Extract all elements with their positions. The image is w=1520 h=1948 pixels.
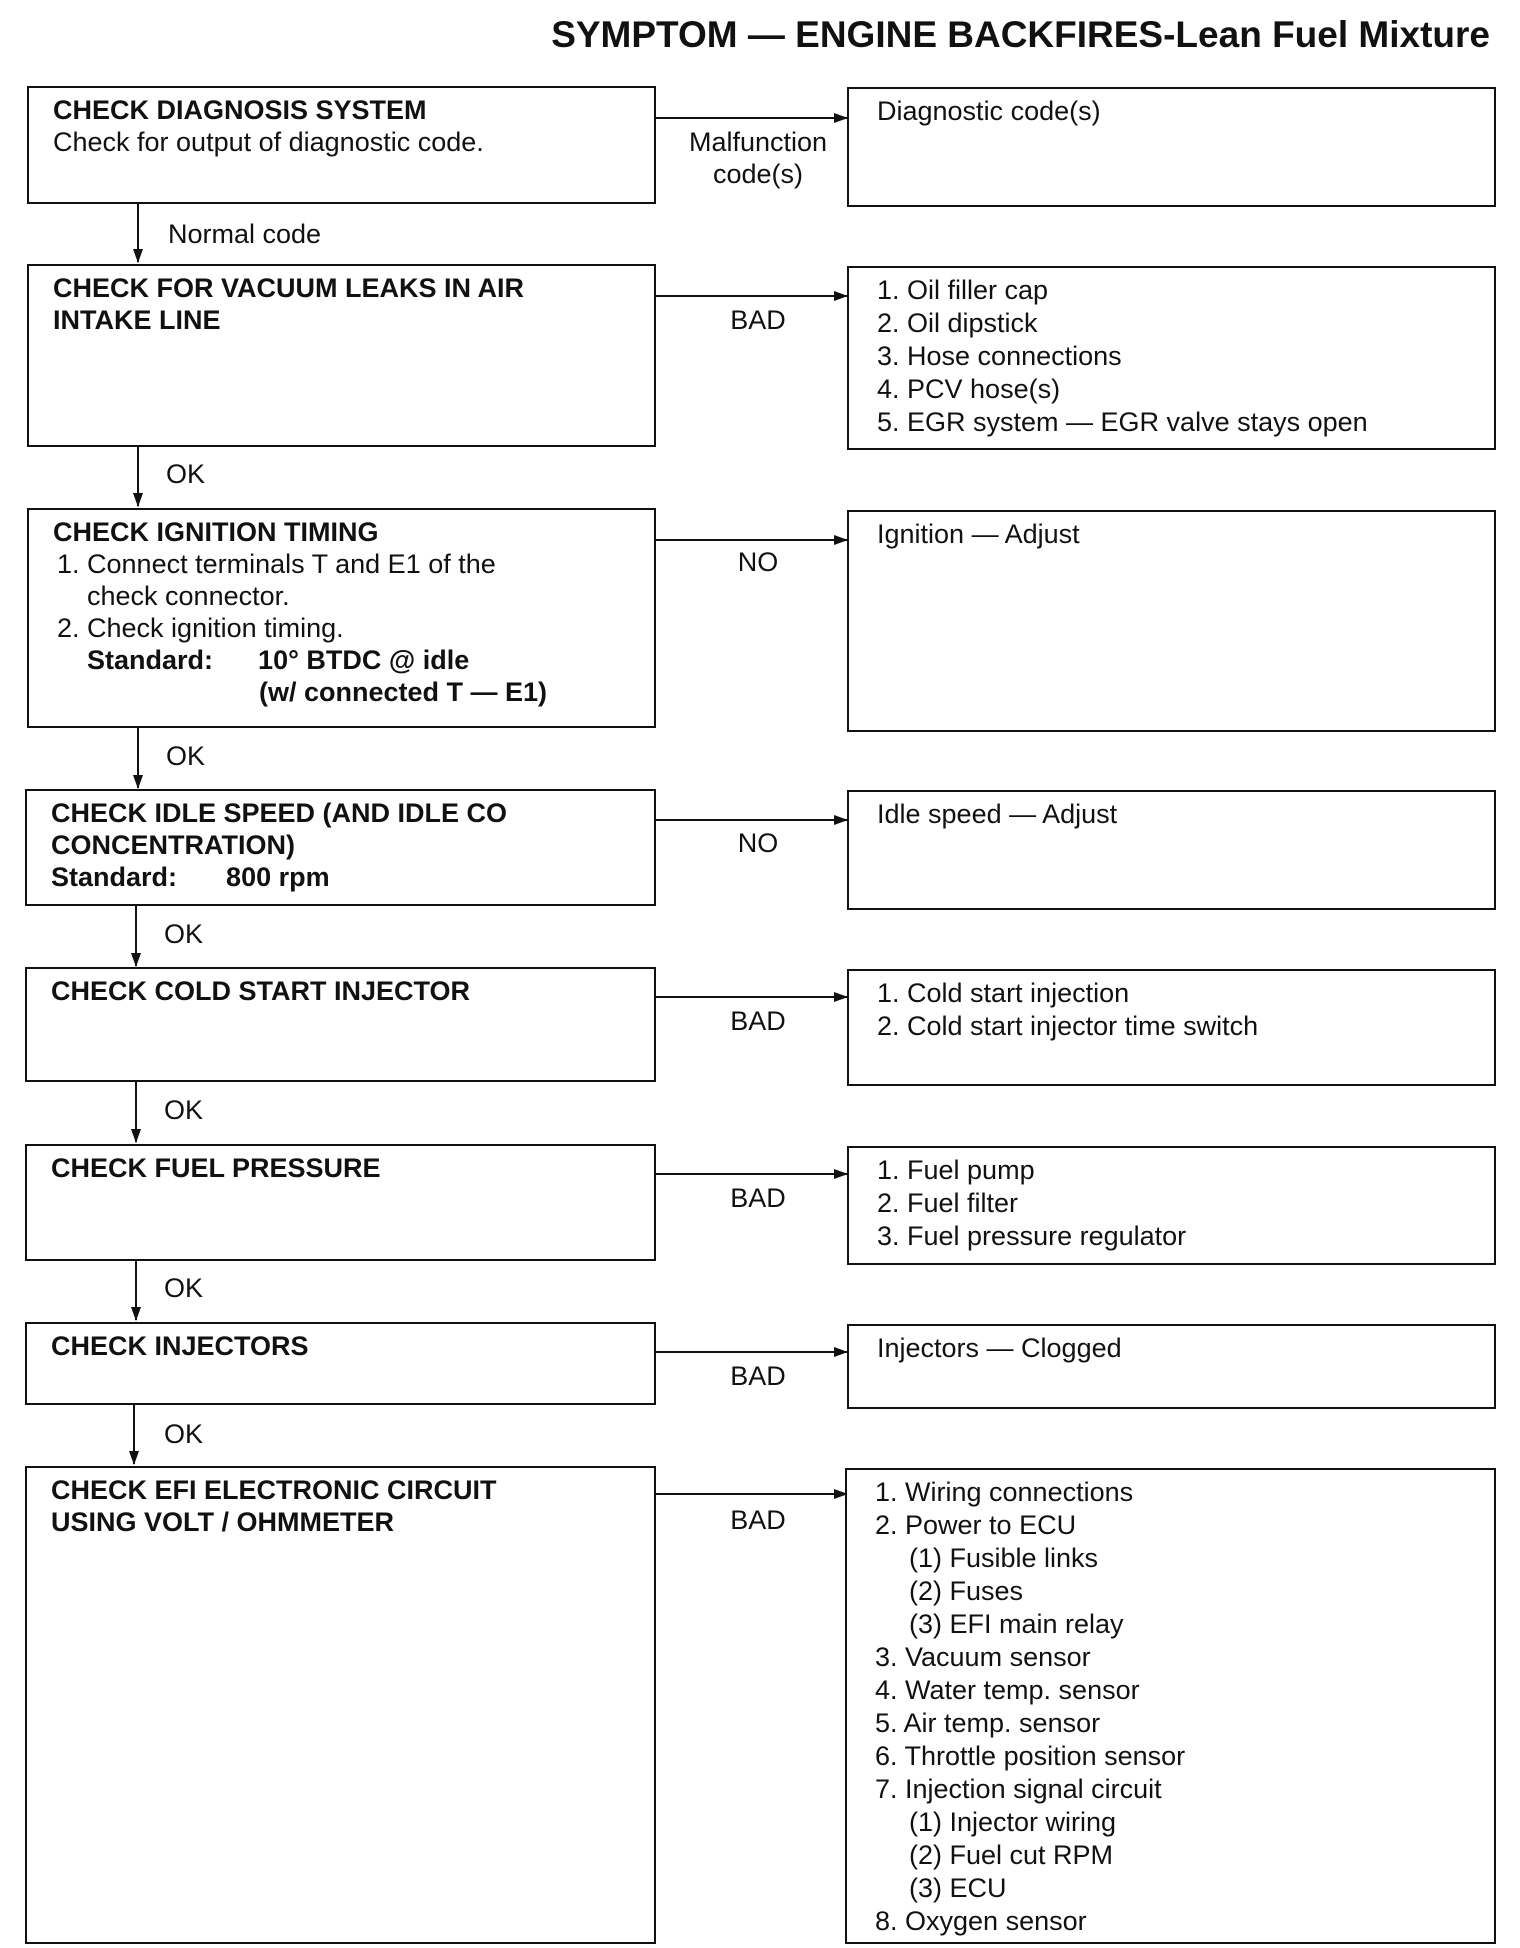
standard-row (51, 861, 654, 893)
branch-label-no: NO (737, 828, 779, 858)
result-box-vacuum-leaks (847, 266, 1496, 450)
result-line: 6. Throttle position sensor (875, 1741, 1186, 1771)
standard-note: (w/ connected T — E1) (259, 677, 548, 707)
result-line: 1. Fuel pump (877, 1155, 1035, 1185)
next-label-ok: OK (166, 741, 206, 771)
result-box-idle-speed (847, 790, 1496, 910)
branch-label-bad: BAD (730, 1505, 786, 1535)
next-label-ok: OK (166, 459, 206, 489)
result-box-fuel-pressure (847, 1146, 1496, 1265)
result-line: 1. Cold start injection (877, 978, 1130, 1008)
result-box-cold-start (847, 969, 1496, 1086)
check-box-cold-start-injector (25, 967, 656, 1082)
check-box-injectors (25, 1322, 656, 1405)
step-heading: CHECK COLD START INJECTOR (51, 976, 471, 1006)
next-label-ok: OK (164, 1273, 204, 1303)
check-box-efi-circuit (25, 1466, 656, 1944)
result-line: 2. Cold start injector time switch (877, 1011, 1259, 1041)
result-box-ignition (847, 510, 1496, 732)
result-subline: (3) EFI main relay (909, 1609, 1124, 1639)
result-line: 1. Oil filler cap (877, 275, 1049, 305)
result-line: 1. Wiring connections (875, 1477, 1134, 1507)
next-label-normal-code: Normal code (168, 219, 322, 249)
result-line: Ignition — Adjust (877, 519, 1080, 549)
result-line: 5. EGR system — EGR valve stays open (877, 407, 1368, 437)
result-line: 3. Hose connections (877, 341, 1122, 371)
result-line: Diagnostic code(s) (877, 96, 1101, 126)
standard-row (53, 644, 654, 676)
result-line: 3. Vacuum sensor (875, 1642, 1091, 1672)
check-box-ignition-timing (27, 508, 656, 728)
branch-label-bad: BAD (730, 1006, 786, 1036)
step-body-line: check connector. (87, 581, 290, 611)
step-heading: CHECK DIAGNOSIS SYSTEM (53, 95, 427, 125)
result-box-injectors (847, 1324, 1496, 1409)
result-line: Injectors — Clogged (877, 1333, 1122, 1363)
result-line: 2. Fuel filter (877, 1188, 1019, 1218)
step-heading: CHECK IGNITION TIMING (53, 517, 379, 547)
step-body-line: 1. Connect terminals T and E1 of the (57, 549, 496, 579)
result-line: 5. Air temp. sensor (875, 1708, 1101, 1738)
next-label-ok: OK (164, 1095, 204, 1125)
result-line: 7. Injection signal circuit (875, 1774, 1162, 1804)
standard-label: Standard: (87, 645, 214, 675)
branch-label-line: code(s) (712, 159, 804, 189)
check-box-vacuum-leaks (27, 264, 656, 447)
next-label-ok: OK (164, 1419, 204, 1449)
step-heading: CHECK FOR VACUUM LEAKS IN AIR (53, 273, 524, 303)
result-line: 4. PCV hose(s) (877, 374, 1061, 404)
step-heading: CHECK FUEL PRESSURE (51, 1153, 381, 1183)
branch-label-bad: BAD (730, 1361, 786, 1391)
step-body-line: 2. Check ignition timing. (57, 613, 344, 643)
branch-label-bad: BAD (730, 305, 786, 335)
next-label-ok: OK (164, 919, 204, 949)
check-box-diagnosis-system (27, 86, 656, 204)
branch-label-no: NO (737, 547, 779, 577)
result-line: 4. Water temp. sensor (875, 1675, 1140, 1705)
step-heading: USING VOLT / OHMMETER (51, 1507, 394, 1537)
result-line: Idle speed — Adjust (877, 799, 1118, 829)
standard-value: 10° BTDC @ idle (258, 645, 470, 675)
branch-label-malfunction (672, 126, 844, 190)
page-title: SYMPTOM — ENGINE BACKFIRES-Lean Fuel Mixture (551, 14, 1490, 55)
step-heading: CHECK EFI ELECTRONIC CIRCUIT (51, 1475, 497, 1505)
standard-value: 800 rpm (226, 862, 330, 892)
branch-label-line: Malfunction (688, 127, 828, 157)
result-box-efi-circuit (845, 1468, 1496, 1944)
result-subline: (1) Injector wiring (909, 1807, 1117, 1837)
result-line: 8. Oxygen sensor (875, 1906, 1087, 1936)
step-heading: INTAKE LINE (53, 305, 221, 335)
result-line: 3. Fuel pressure regulator (877, 1221, 1187, 1251)
step-heading: CONCENTRATION) (51, 830, 295, 860)
branch-label-bad: BAD (730, 1183, 786, 1213)
result-line: 2. Power to ECU (875, 1510, 1077, 1540)
result-box-diagnostic-codes (847, 87, 1496, 207)
result-subline: (3) ECU (909, 1873, 1007, 1903)
step-body-line: Check for output of diagnostic code. (53, 127, 484, 157)
result-subline: (1) Fusible links (909, 1543, 1099, 1573)
result-subline: (2) Fuel cut RPM (909, 1840, 1114, 1870)
check-box-fuel-pressure (25, 1144, 656, 1261)
step-heading: CHECK IDLE SPEED (AND IDLE CO (51, 798, 508, 828)
standard-label: Standard: (51, 862, 178, 892)
result-subline: (2) Fuses (909, 1576, 1024, 1606)
step-heading: CHECK INJECTORS (51, 1331, 309, 1361)
result-line: 2. Oil dipstick (877, 308, 1038, 338)
check-box-idle-speed (25, 789, 656, 906)
